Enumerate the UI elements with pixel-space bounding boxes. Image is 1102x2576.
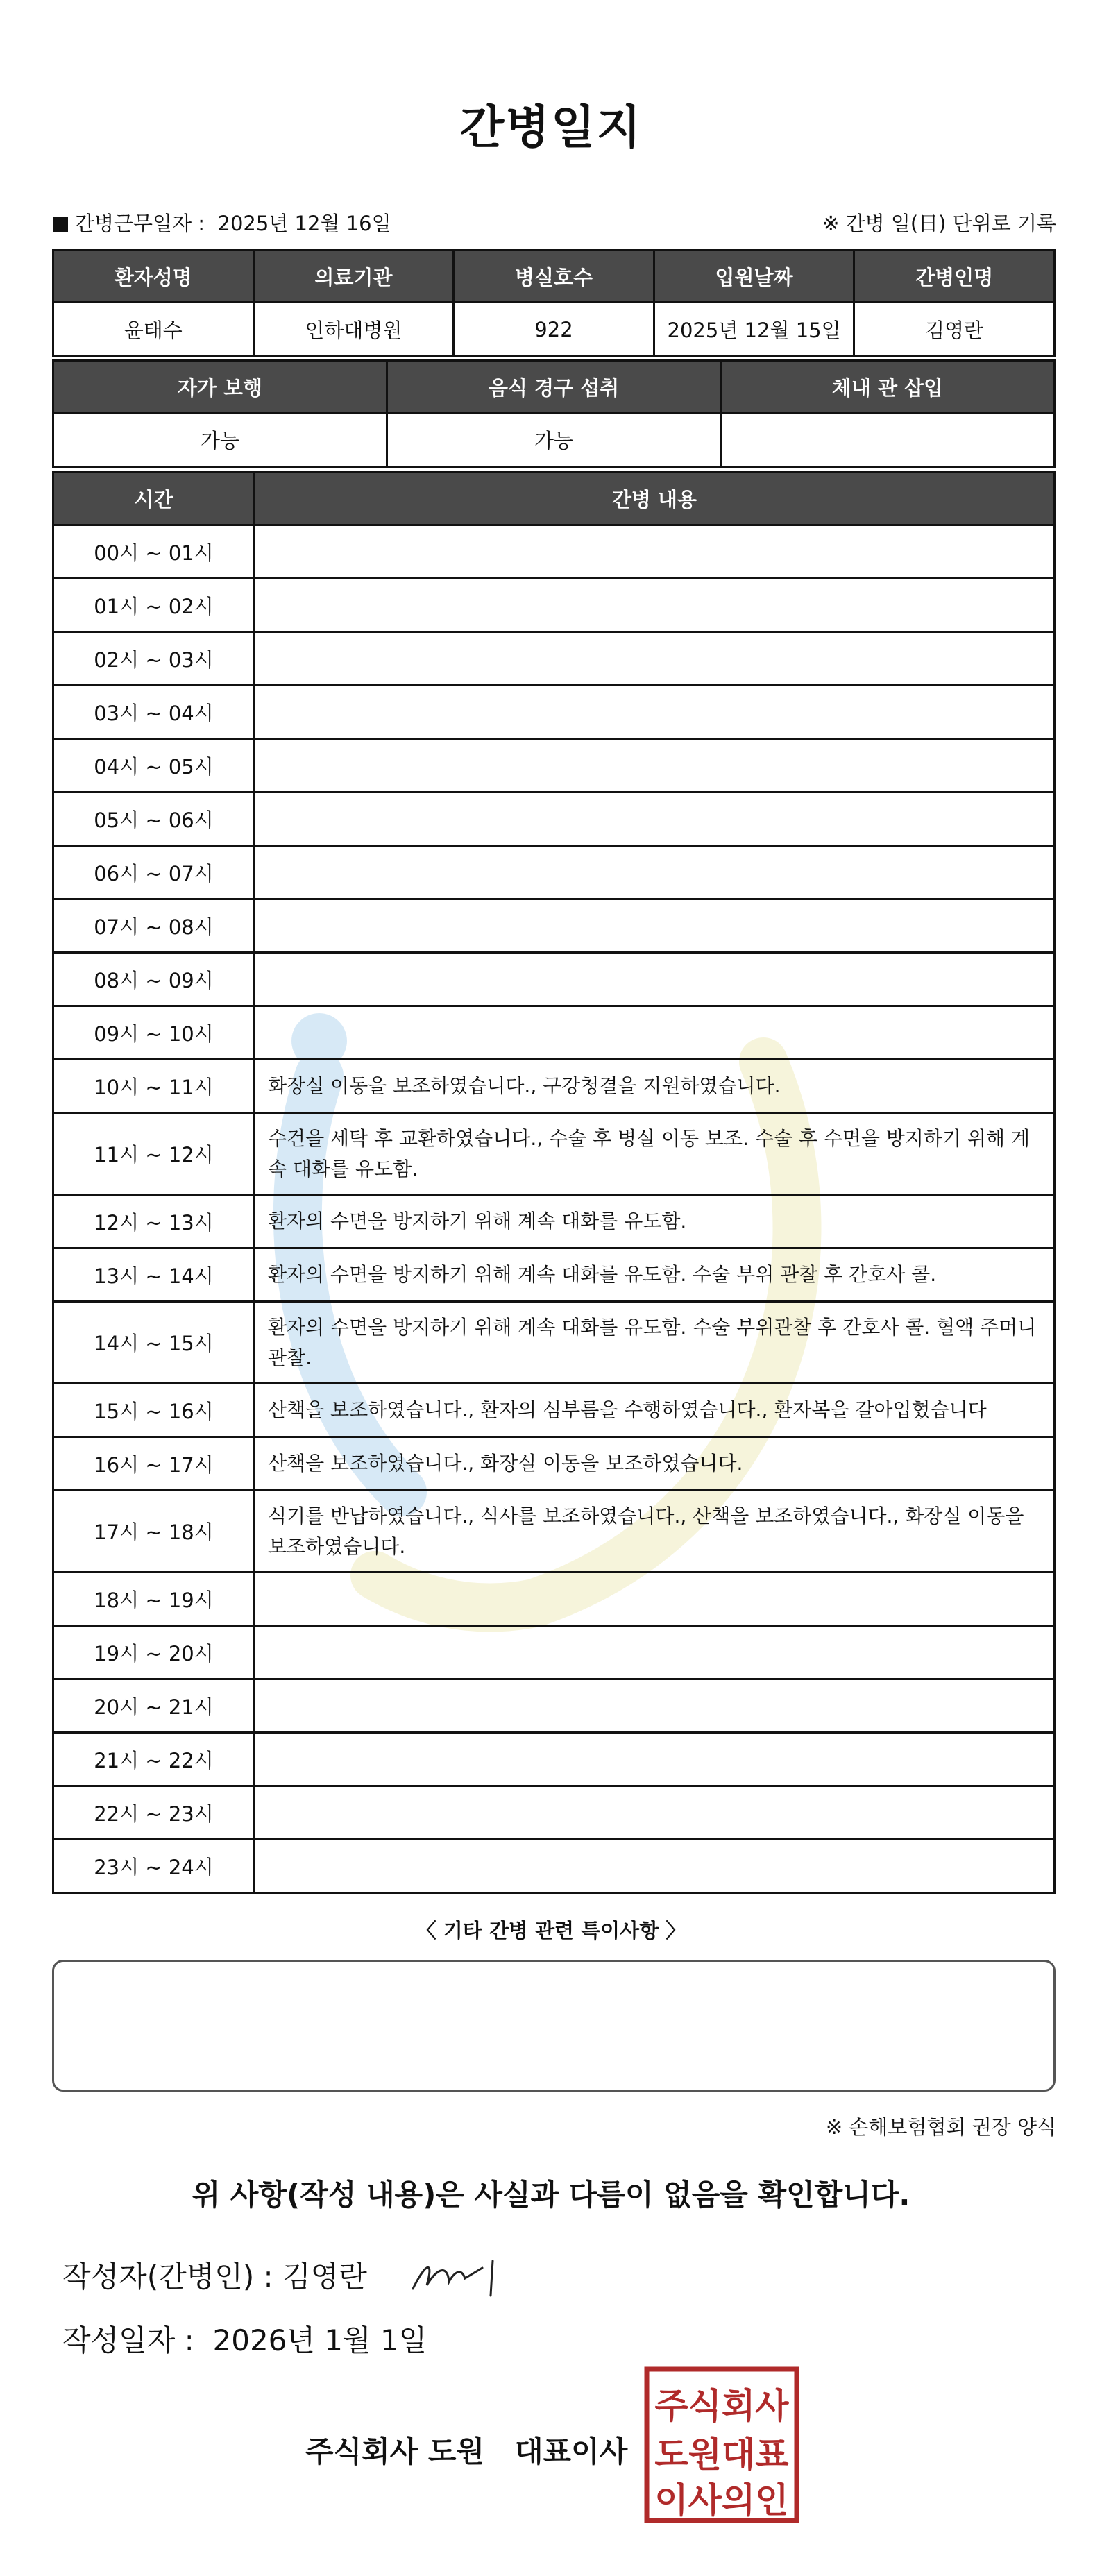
header-self-walking: 자가 보행 [53,361,387,413]
log-content [255,1840,1055,1893]
log-row [53,953,1055,1006]
remarks-title: 〈 기타 간병 관련 특이사항 〉 [416,1919,686,1942]
log-content [255,632,1055,686]
log-content [255,579,1055,632]
log-row [53,1437,1055,1491]
hospital: 인하대병원 [253,303,454,357]
log-content: 산책을 보조하였습니다., 화장실 이동을 보조하였습니다. [255,1437,1055,1491]
header-tube-insertion: 체내 관 삽입 [721,361,1055,413]
self-walking: 가능 [53,413,387,467]
log-row [53,1491,1055,1573]
log-content: 화장실 이동을 보조하였습니다., 구강청결을 지원하였습니다. [255,1060,1055,1113]
log-row [53,1113,1055,1195]
log-content: 환자의 수면을 방지하기 위해 계속 대화를 유도함. [255,1195,1055,1248]
log-time: 09시 ~ 10시 [53,1006,255,1060]
log-content [255,1626,1055,1679]
log-time: 03시 ~ 04시 [53,686,255,739]
log-content [255,1733,1055,1786]
header-oral-intake: 음식 경구 섭취 [387,361,721,413]
log-time: 04시 ~ 05시 [53,739,255,793]
log-content: 환자의 수면을 방지하기 위해 계속 대화를 유도함. 수술 부위 관찰 후 간호사 콜. [255,1248,1055,1302]
writer-name: 김영란 [282,2260,367,2294]
room-number: 922 [454,303,654,357]
log-time: 20시 ~ 21시 [53,1679,255,1733]
header-caregiver-name: 간병인명 [854,251,1055,303]
log-content [255,793,1055,846]
log-content: 환자의 수면을 방지하기 위해 계속 대화를 유도함. 수술 부위관찰 후 간호사 콜. 혈액 주머니 관찰. [255,1302,1055,1384]
log-content [255,1573,1055,1626]
log-time: 18시 ~ 19시 [53,1573,255,1626]
log-time: 21시 ~ 22시 [53,1733,255,1786]
log-content [255,899,1055,953]
log-time: 02시 ~ 03시 [53,632,255,686]
document-title: 간병일지 [459,101,643,154]
log-row [53,793,1055,846]
log-time: 08시 ~ 09시 [53,953,255,1006]
date-line [62,2318,427,2359]
log-time: 22시 ~ 23시 [53,1786,255,1840]
log-content: 식기를 반납하였습니다., 식사를 보조하였습니다., 산책을 보조하였습니다., 화장실 이동을 보조하였습니다. [255,1491,1055,1573]
writer-label: 작성자(간병인) : [62,2260,273,2294]
work-date-value: 2025년 12월 16일 [217,212,391,235]
square-bullet-icon [53,217,68,232]
log-time: 05시 ~ 06시 [53,793,255,846]
header-time: 시간 [53,472,255,525]
log-time: 19시 ~ 20시 [53,1626,255,1679]
log-row [53,739,1055,793]
log-row [53,1786,1055,1840]
log-row [53,579,1055,632]
header-care-content: 간병 내용 [255,472,1055,525]
patient-info-table [52,249,1056,357]
log-row [53,1248,1055,1302]
seal-line-3: 이사의인 [654,2480,789,2520]
log-content: 산책을 보조하였습니다., 환자의 심부름을 수행하였습니다., 환자복을 갈아입혔습니다 [255,1384,1055,1437]
date-value: 2026년 1월 1일 [212,2323,427,2357]
header-hospital: 의료기관 [253,251,454,303]
tube-insertion [721,413,1055,467]
log-time: 11시 ~ 12시 [53,1113,255,1195]
patient-status-table [52,359,1056,468]
log-content [255,1679,1055,1733]
work-date [53,208,391,237]
header-room: 병실호수 [454,251,654,303]
header-admission-date: 입원날짜 [654,251,854,303]
log-time: 15시 ~ 16시 [53,1384,255,1437]
log-row [53,846,1055,899]
log-time: 17시 ~ 18시 [53,1491,255,1573]
log-time: 06시 ~ 07시 [53,846,255,899]
log-time: 14시 ~ 15시 [53,1302,255,1384]
log-content [255,686,1055,739]
admission-date: 2025년 12월 15일 [654,303,854,357]
company-seal [644,2366,799,2523]
signature [406,2247,517,2303]
log-time: 10시 ~ 11시 [53,1060,255,1113]
writer-line [62,2254,367,2296]
header-patient-name: 환자성명 [53,251,254,303]
recommend-note: ※ 손해보험협회 권장 양식 [825,2115,1056,2139]
log-row [53,1626,1055,1679]
log-row [53,899,1055,953]
log-row [53,1840,1055,1893]
log-time: 01시 ~ 02시 [53,579,255,632]
unit-note: ※ 간병 일(日) 단위로 기록 [822,212,1056,235]
seal-line-2: 도원대표 [654,2434,789,2475]
log-time: 12시 ~ 13시 [53,1195,255,1248]
log-content [255,525,1055,579]
log-row [53,525,1055,579]
log-time: 07시 ~ 08시 [53,899,255,953]
ceo-title: 대표이사 [514,2434,628,2468]
patient-name: 윤태수 [53,303,254,357]
seal-line-1: 주식회사 [654,2386,789,2426]
log-time: 00시 ~ 01시 [53,525,255,579]
log-row [53,1573,1055,1626]
log-content [255,1006,1055,1060]
log-row [53,1060,1055,1113]
work-date-label: 간병근무일자 : [75,212,205,235]
confirm-statement: 위 사항(작성 내용)은 사실과 다름이 없음을 확인합니다. [192,2178,910,2212]
log-content [255,953,1055,1006]
remarks-box [52,1960,1056,2092]
log-row [53,1733,1055,1786]
log-row [53,1679,1055,1733]
log-content [255,739,1055,793]
care-log-table [52,471,1056,1894]
log-content [255,846,1055,899]
log-row [53,1195,1055,1248]
log-row [53,686,1055,739]
company-name: 주식회사 도원 [305,2434,485,2468]
log-row [53,632,1055,686]
log-row [53,1384,1055,1437]
log-time: 16시 ~ 17시 [53,1437,255,1491]
oral-intake: 가능 [387,413,721,467]
caregiver-name: 김영란 [854,303,1055,357]
log-content [255,1786,1055,1840]
log-time: 23시 ~ 24시 [53,1840,255,1893]
log-row [53,1006,1055,1060]
date-label: 작성일자 : [62,2323,194,2357]
log-content: 수건을 세탁 후 교환하였습니다., 수술 후 병실 이동 보조. 수술 후 수면을 방지하기 위해 계속 대화를 유도함. [255,1113,1055,1195]
company-line [305,2429,627,2471]
log-row [53,1302,1055,1384]
log-time: 13시 ~ 14시 [53,1248,255,1302]
